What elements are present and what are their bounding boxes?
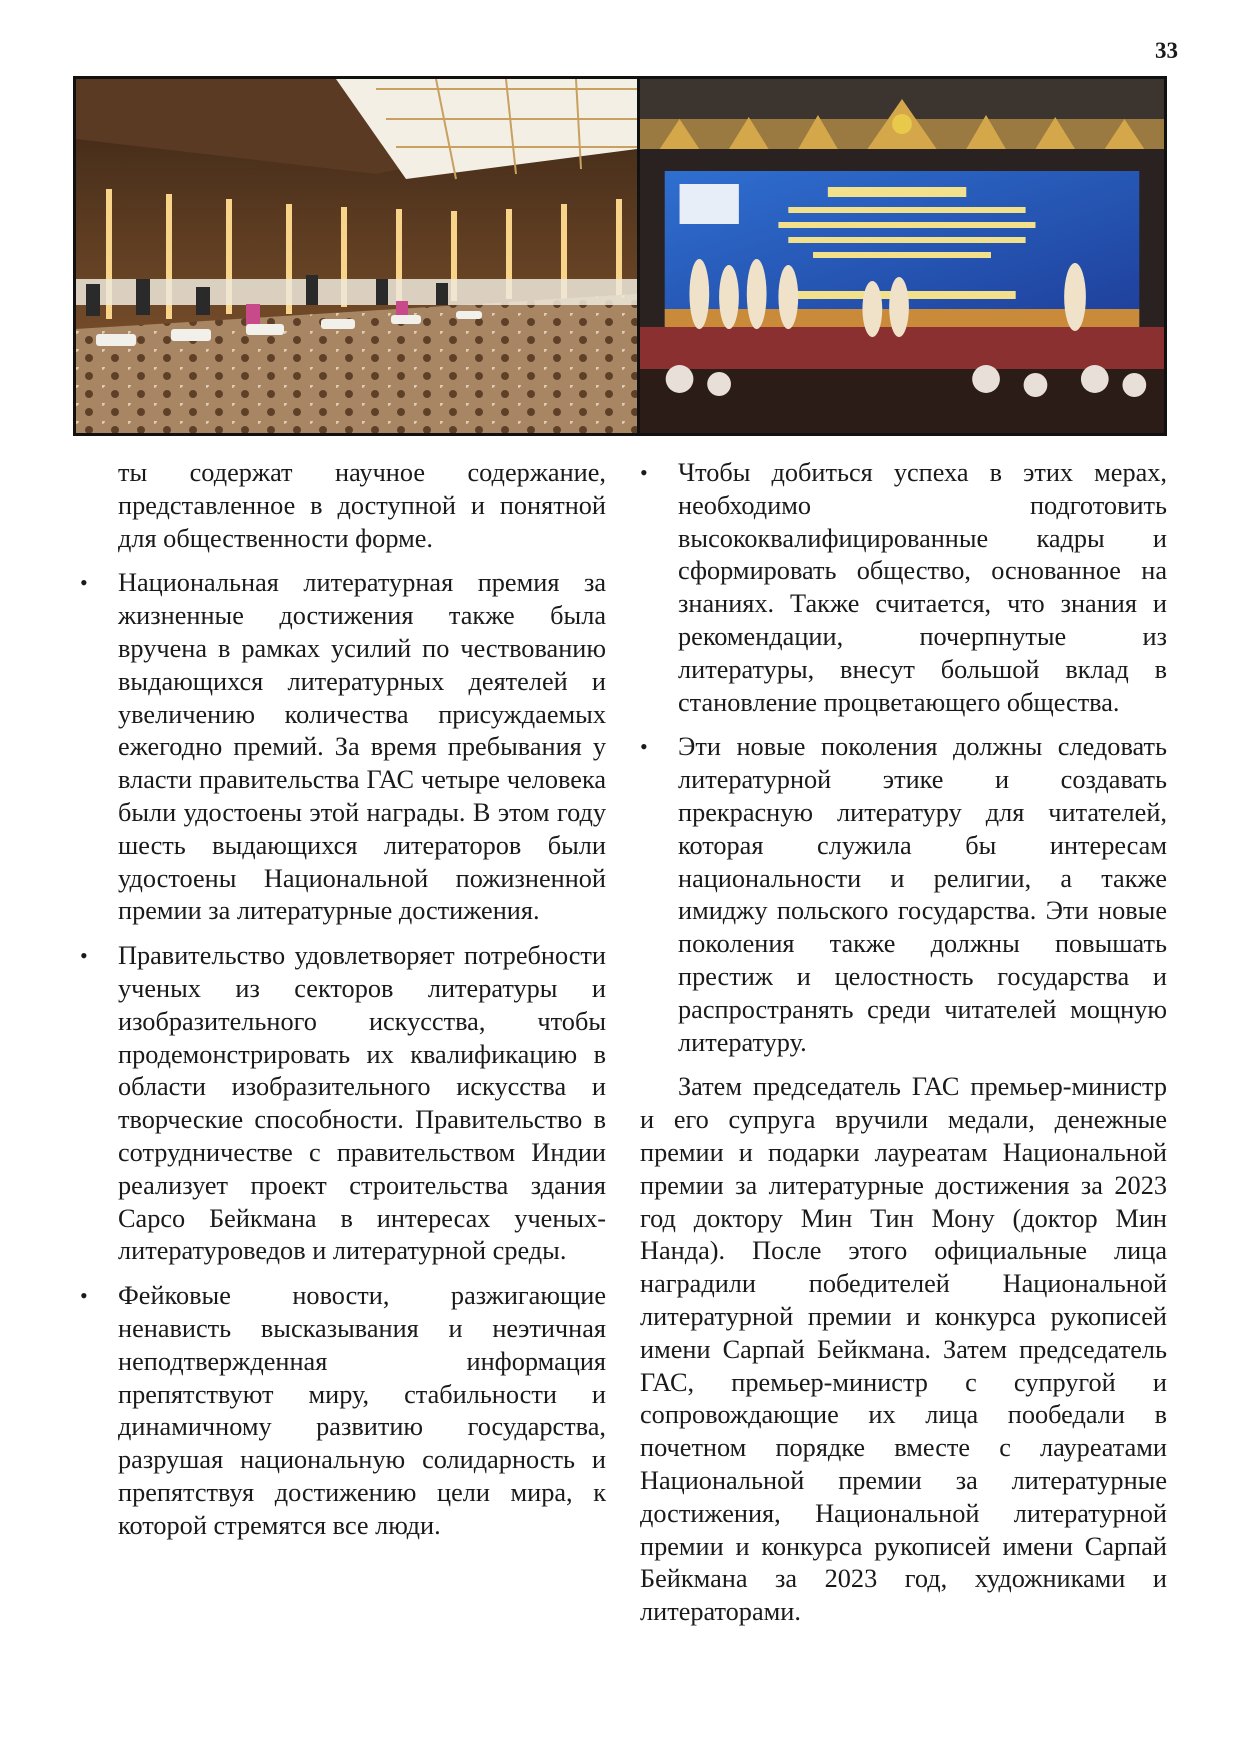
bullet-item <box>640 457 1167 719</box>
bullet-item <box>80 1280 606 1542</box>
bullet-dot-icon: • <box>640 460 648 485</box>
bullet-item <box>640 731 1167 1059</box>
body-paragraph: Затем председатель ГАС премьер-министр и его супруга вручили медали, денежные премии и подарки лауреатам Национальной премии за литературные достижения за 2023 год доктору Мин Тин Мону (доктор Мин Нанда). После этого официальные лица наградили победителей Национальной литературной премии и конкурса рукописей имени Сарпай Бейкмана. Затем председатель ГАС, премьер-министр с супругой и сопровождающие их лица пообедали в почетном порядке вместе с лауреатами Национальной премии за литературные достижения, Национальной литературной премии и конкурса рукописей имени Сарпай Бейкмана за 2023 год, художниками и литераторами. <box>640 1072 1167 1627</box>
bullet-text: Чтобы добиться успеха в этих мерах, необходимо подготовить высококвалифицированные кадры и сформировать общество, основанное на знаниях. Также считается, что знания и рекомендации, почерпнутые из литературы, внесут большой вклад в становление процветающего общества. <box>678 458 1167 717</box>
conference-hall-photo <box>76 79 637 433</box>
bullet-item <box>80 567 606 928</box>
bullet-item <box>80 940 606 1268</box>
photo-strip <box>73 76 1167 436</box>
conference-hall-image <box>76 79 637 433</box>
right-column <box>640 457 1167 1641</box>
bullet-dot-icon: • <box>80 570 88 596</box>
bullet-dot-icon: • <box>80 1283 88 1309</box>
bullet-dot-icon: • <box>80 943 88 969</box>
bullet-dot-icon: • <box>640 734 648 760</box>
stage-performance-image <box>640 79 1164 433</box>
left-column <box>80 457 606 1555</box>
continuation-paragraph: ты содержат научное содержание, представленное в доступной и понятной для общественности форме. <box>118 458 606 553</box>
bullet-text: Эти новые поколения должны следовать литературной этике и создавать прекрасную литературу для читателей, которая служила бы интересам национальности и религии, а также имиджу польского государства. Эти новые поколения также должны повышать престиж и целостность государства и распространять среди читателей мощную литературу. <box>678 732 1167 1057</box>
bullet-text: Правительство удовлетворяет потребности ученых из секторов литературы и изобразительного искусства, чтобы продемонстрировать их квалификацию в области изобразительного искусства и творческие способности. Правительство в сотрудничестве с правительством Индии реализует проект строительства здания Сарсо Бейкмана в интересах ученых-литературоведов и литературной среды. <box>118 941 606 1266</box>
bullet-text: Фейковые новости, разжигающие ненависть высказывания и неэтичная неподтвержденная информация препятствуют миру, стабильности и динамичному развитию государства, разрушая национальную солидарность и препятствуя достижению цели мира, к которой стремятся все люди. <box>118 1281 606 1540</box>
stage-performance-photo <box>640 79 1164 433</box>
bullet-text: Национальная литературная премия за жизненные достижения также была вручена в рамках усилий по чествованию выдающихся литературных деятелей и увеличению количества присуждаемых ежегодно премий. За время пребывания у власти правительства ГАС четыре человека были удостоены этой награды. В этом году шесть выдающихся литераторов были удостоены Национальной пожизненной премии за литературные достижения. <box>118 568 606 926</box>
page-number: 33 <box>1155 38 1178 63</box>
